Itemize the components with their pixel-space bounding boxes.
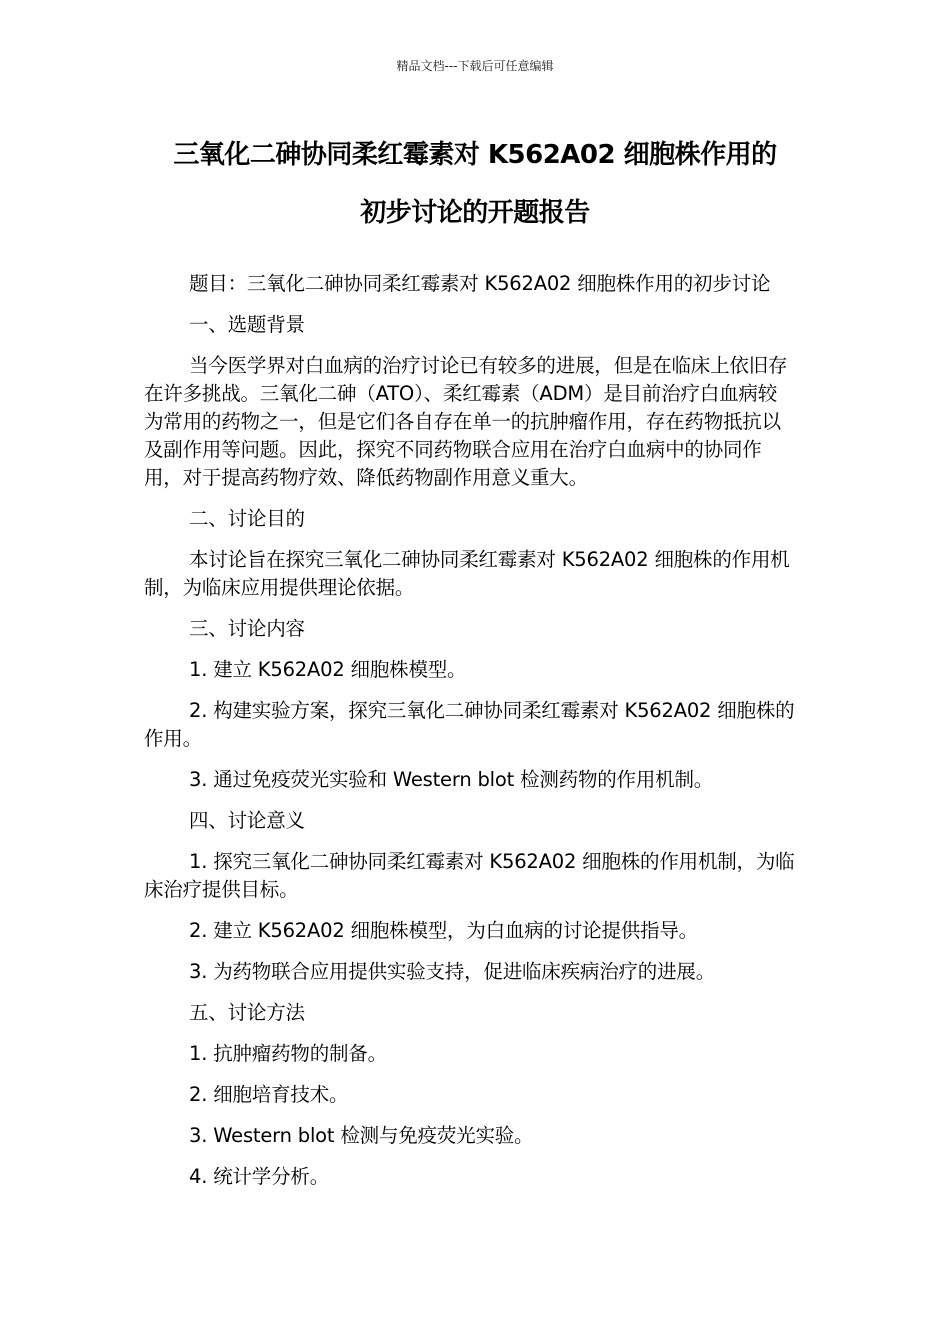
background-paragraph: 当今医学界对白血病的治疗讨论已有较多的进展，但是在临床上依旧存在许多挑战。三氧化二砷（ATO）、柔红霉素（ADM）是目前治疗白血病较为常用的药物之一，但是它们各自存在单一的抗肿瘤作用，存在药物抵抗以及副作用等问题。因此，探究不同药物联合应用在治疗白血病中的协同作用，对于提高药物疗效、降低药物副作用意义重大。 (144, 354, 788, 489)
page-header-watermark: 精品文档---下载后可任意编辑 (396, 59, 554, 73)
list-item: 1. 抗肿瘤药物的制备。 (189, 1042, 387, 1065)
document-title-line-1: 三氧化二砷协同柔红霉素对 K562A02 细胞株作用的 (173, 140, 777, 170)
list-item: 4. 统计学分析。 (189, 1165, 330, 1188)
document-body (144, 270, 796, 1204)
section-heading-methods: 五、讨论方法 (189, 1001, 305, 1024)
document-title-line-2: 初步讨论的开题报告 (360, 198, 590, 228)
list-item: 3. 通过免疫荧光实验和 Western blot 检测药物的作用机制。 (189, 768, 714, 791)
section-heading-background: 一、选题背景 (189, 313, 305, 336)
section-heading-purpose: 二、讨论目的 (189, 507, 305, 530)
list-item: 1. 建立 K562A02 细胞株模型。 (189, 658, 467, 681)
list-item: 1. 探究三氧化二砷协同柔红霉素对 K562A02 细胞株的作用机制，为临床治疗提供目标。 (144, 850, 795, 901)
list-item: 2. 构建实验方案，探究三氧化二砷协同柔红霉素对 K562A02 细胞株的作用。 (144, 699, 795, 750)
purpose-paragraph: 本讨论旨在探究三氧化二砷协同柔红霉素对 K562A02 细胞株的作用机制，为临床应用提供理论依据。 (144, 548, 790, 599)
subject-line: 题目：三氧化二砷协同柔红霉素对 K562A02 细胞株作用的初步讨论 (189, 272, 771, 295)
list-item: 3. Western blot 检测与免疫荧光实验。 (189, 1124, 534, 1147)
list-item: 2. 建立 K562A02 细胞株模型，为白血病的讨论提供指导。 (189, 919, 698, 942)
list-item: 3. 为药物联合应用提供实验支持，促进临床疾病治疗的进展。 (189, 960, 716, 983)
list-item: 2. 细胞培育技术。 (189, 1083, 349, 1106)
section-heading-significance: 四、讨论意义 (189, 809, 305, 832)
section-heading-content: 三、讨论内容 (189, 617, 305, 640)
